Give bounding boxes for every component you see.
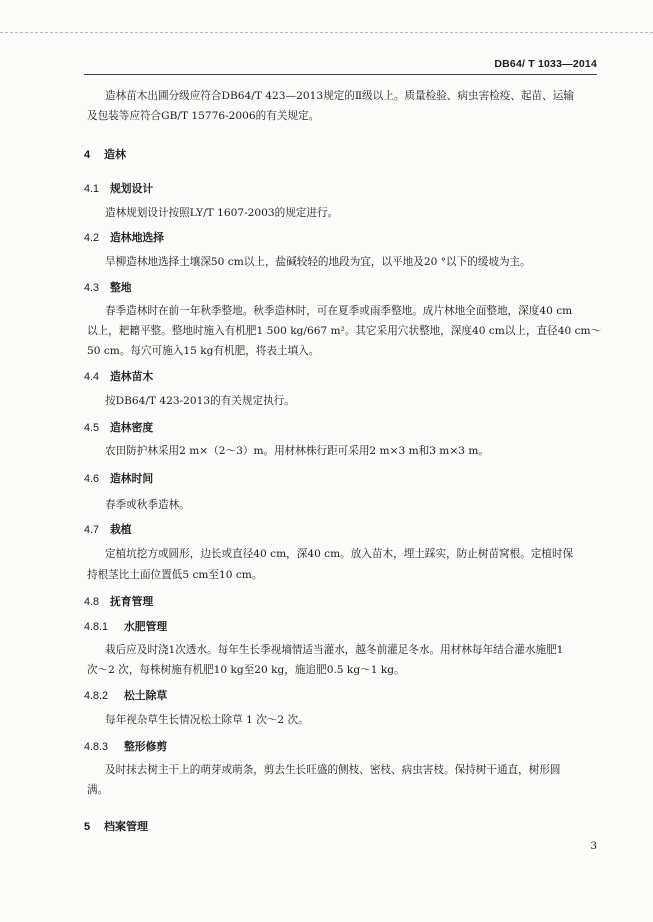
section-number: 4.6 (84, 473, 100, 485)
section-4-8-3-line-1: 及时抹去树主干上的萌芽或萌条，剪去生长旺盛的侧枝、密枝、病虫害枝。保持树干通直，树形圆 (105, 764, 561, 776)
section-number: 4 (84, 149, 91, 161)
section-5-heading (84, 819, 148, 835)
section-title: 造林密度 (110, 422, 154, 434)
section-4-5-heading (84, 420, 153, 436)
section-4-8-1-line-2: 次～2 次，每株树施有机肥10 kg至20 kg，施追肥0.5 kg～1 kg。 (87, 664, 405, 676)
section-title: 整形修剪 (124, 741, 168, 753)
scan-dashed-line (0, 32, 653, 33)
page-number: 3 (590, 840, 597, 852)
section-4-1-body: 造林规划设计按照LY/T 1607-2003的规定进行。 (105, 207, 339, 219)
section-4-7-heading (84, 522, 132, 538)
section-title: 档案管理 (104, 821, 148, 833)
section-4-heading (84, 147, 126, 163)
section-title: 造林苗木 (110, 371, 154, 383)
section-4-8-1-heading (84, 619, 167, 635)
section-4-3-heading (84, 280, 132, 296)
header-rule (84, 74, 597, 75)
section-title: 造林时间 (110, 473, 154, 485)
section-4-4-body: 按DB64/T 423-2013的有关规定执行。 (105, 395, 295, 407)
section-title: 造林 (104, 149, 126, 161)
section-number: 4.3 (84, 282, 100, 294)
section-4-2-body: 旱柳造林地选择土壤深50 cm以上，盐碱较轻的地段为宜，以平地及20 °以下的缓坡为主。 (105, 256, 531, 268)
section-title: 水肥管理 (124, 621, 168, 633)
section-number: 4.2 (84, 232, 100, 244)
intro-line-2: 及包装等应符合GB/T 15776-2006的有关规定。 (87, 110, 320, 122)
section-title: 栽植 (110, 524, 132, 536)
section-4-6-heading (84, 471, 153, 487)
section-4-8-2-heading (84, 688, 167, 704)
section-title: 抚育管理 (110, 596, 154, 608)
section-4-4-heading (84, 369, 153, 385)
section-number: 4.7 (84, 524, 100, 536)
section-4-6-body: 春季或秋季造林。 (105, 499, 190, 511)
section-4-3-line-3: 50 cm。每穴可施入15 kg有机肥，将表土填入。 (87, 345, 320, 357)
section-4-2-heading (84, 230, 164, 246)
section-4-8-2-body: 每年视杂草生长情况松土除草 1 次～2 次。 (105, 714, 309, 726)
section-4-5-body: 农田防护林采用2 m×（2～3）m。用材林株行距可采用2 m×3 m和3 m×3 m。 (105, 445, 489, 457)
section-number: 4.8 (84, 596, 100, 608)
section-4-8-3-line-2: 满。 (87, 784, 109, 796)
section-4-1-heading (84, 181, 153, 197)
section-number: 4.8.1 (84, 621, 109, 633)
section-4-7-line-2: 持根茎比土面位置低5 cm至10 cm。 (87, 569, 263, 581)
section-title: 整地 (110, 282, 132, 294)
standard-code: DB64/ T 1033—2014 (494, 58, 597, 70)
section-4-8-heading (84, 594, 153, 610)
section-number: 4.8.3 (84, 741, 109, 753)
section-title: 规划设计 (110, 183, 154, 195)
section-number: 4.1 (84, 183, 100, 195)
section-4-8-3-heading (84, 739, 167, 755)
intro-line-1: 造林苗木出圃分级应符合DB64/T 423—2013规定的Ⅱ级以上。质量检验、病虫害检疫、起苗、运输 (105, 90, 574, 102)
section-4-3-line-1: 春季造林时在前一年秋季整地。秋季造林时，可在夏季或雨季整地。成片林地全面整地，深度40 cm (105, 305, 573, 317)
section-title: 松土除草 (124, 690, 168, 702)
section-number: 4.5 (84, 422, 100, 434)
section-4-8-1-line-1: 栽后应及时浇1次透水。每年生长季视墒情适当灌水，越冬前灌足冬水。用材林每年结合灌水施肥1 (105, 644, 564, 656)
section-number: 5 (84, 821, 91, 833)
section-number: 4.4 (84, 371, 100, 383)
section-4-7-line-1: 定植坑挖方或圆形，边长或直径40 cm，深40 cm。放入苗木，埋土踩实，防止树苗窝根。定植时保 (105, 548, 574, 560)
section-title: 造林地选择 (110, 232, 164, 244)
section-number: 4.8.2 (84, 690, 109, 702)
section-4-3-line-2: 以上，耙耱平整。整地时施入有机肥1 500 kg/667 m²。其它采用穴状整地，深度40 cm以上，直径40 cm～ (87, 325, 602, 337)
